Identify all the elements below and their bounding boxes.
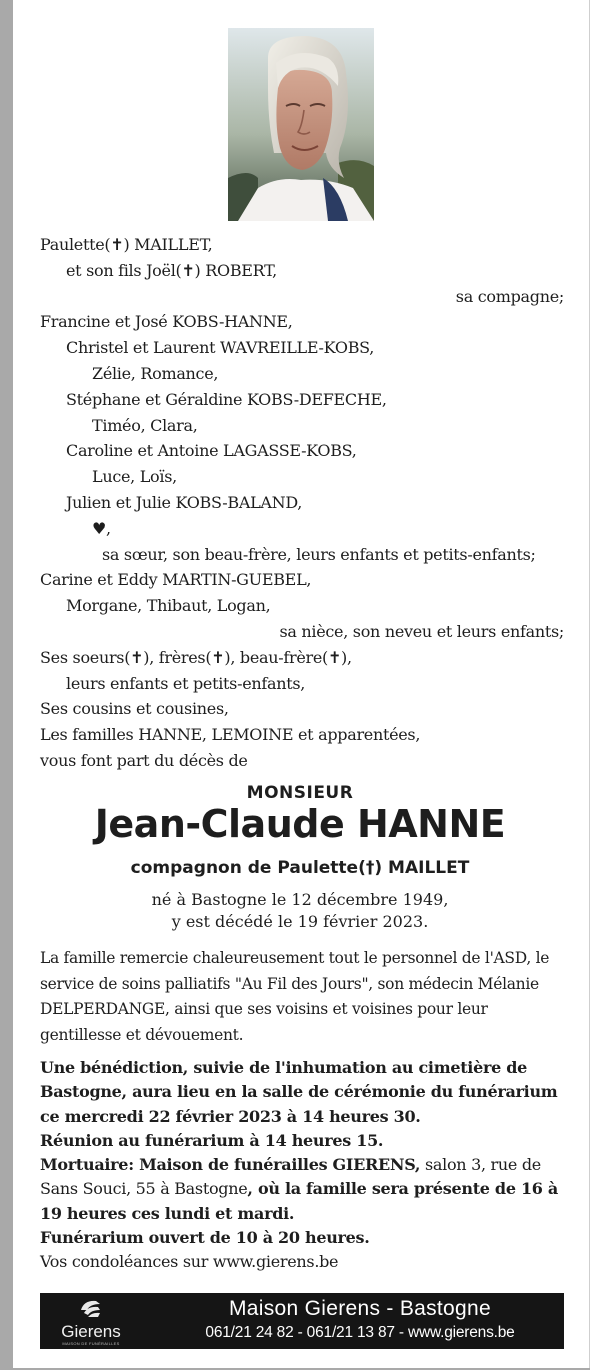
family-line: Ses soeurs(✝), frères(✝), beau-frère(✝), [40, 647, 352, 667]
funeral-home-banner [40, 1293, 564, 1349]
condolences-text: Vos condoléances sur www.gierens.be [40, 1252, 339, 1272]
family-line: Carine et Eddy MARTIN-GUEBEL, [40, 570, 312, 590]
mortuary-text [40, 1153, 568, 1226]
honorific: MONSIEUR [246, 783, 354, 803]
gierens-logo-icon [78, 1298, 104, 1322]
family-line: sa nièce, son neveu et leurs enfants; [279, 621, 564, 641]
banner-contact: 061/21 24 82 - 061/21 13 87 - www.gierens.be [205, 1324, 515, 1341]
family-line: Les familles HANNE, LEMOINE et apparentées, [40, 725, 421, 745]
family-line: ♥, [92, 518, 111, 538]
companion-line: compagnon de Paulette(†) MAILLET [130, 858, 470, 878]
blessing-text: Une bénédiction, suivie de l'inhumation au cimetière de Bastogne, aura lieu en la salle de cérémonie du funérarium ce mercredi 22 février 2023 à 14 heures 30. [40, 1058, 558, 1126]
family-line: Caroline et Antoine LAGASSE-KOBS, [66, 441, 357, 461]
deceased-name: Jean-Claude HANNE [94, 802, 506, 846]
portrait-photo [228, 28, 374, 221]
family-line: sa compagne; [455, 286, 564, 306]
ceremony-info [40, 1056, 568, 1275]
family-list [40, 232, 564, 774]
family-line: Francine et José KOBS-HANNE, [40, 312, 293, 332]
mortuary-label: Mortuaire: Maison de funérailles GIERENS, [40, 1155, 421, 1175]
meeting-text: Réunion au funérarium à 14 heures 15. [40, 1130, 384, 1150]
birth-death-dates [0, 889, 590, 933]
family-line: Morgane, Thibaut, Logan, [66, 596, 271, 616]
mortuary-address: salon 3, rue de Sans Souci, 55 à Bastogne [40, 1155, 541, 1199]
family-line: Luce, Loïs, [92, 467, 177, 487]
opening-hours: Funérarium ouvert de 10 à 20 heures. [40, 1228, 370, 1248]
family-presence: , où la famille sera présente de 16 à 19 heures ces lundi et mardi. [40, 1179, 558, 1223]
banner-title: Maison Gierens - Bastogne [229, 1297, 491, 1320]
family-line: Stéphane et Géraldine KOBS-DEFECHE, [66, 389, 387, 409]
logo-text: Gierens [61, 1322, 121, 1341]
family-line: Zélie, Romance, [92, 363, 219, 383]
family-line: et son fils Joël(✝) ROBERT, [66, 260, 277, 280]
family-line: leurs enfants et petits-enfants, [66, 673, 306, 693]
family-line: Julien et Julie KOBS-BALAND, [66, 492, 303, 512]
birth-line: né à Bastogne le 12 décembre 1949, [151, 890, 449, 909]
left-page-border [0, 0, 13, 1370]
logo-subtext: MAISON DE FUNÉRAILLES [62, 1341, 120, 1346]
family-line: vous font part du décès de [40, 750, 248, 770]
death-line: y est décédé le 19 février 2023. [171, 912, 429, 931]
gierens-logo [52, 1298, 130, 1344]
family-line: sa sœur, son beau-frère, leurs enfants et petits-enfants; [102, 544, 536, 564]
thanks-paragraph: La famille remercie chaleureusement tout le personnel de l'ASD, le service de soins palliatifs "Au Fil des Jours", son médecin Mélanie DELPERDANGE, ainsi que ses voisins et voisines pour leur gentillesse et dévouement. [40, 949, 550, 1045]
family-line: Timéo, Clara, [92, 415, 198, 435]
family-line: Paulette(✝) MAILLET, [40, 235, 213, 254]
family-line: Christel et Laurent WAVREILLE-KOBS, [66, 338, 375, 358]
family-line: Ses cousins et cousines, [40, 699, 229, 719]
